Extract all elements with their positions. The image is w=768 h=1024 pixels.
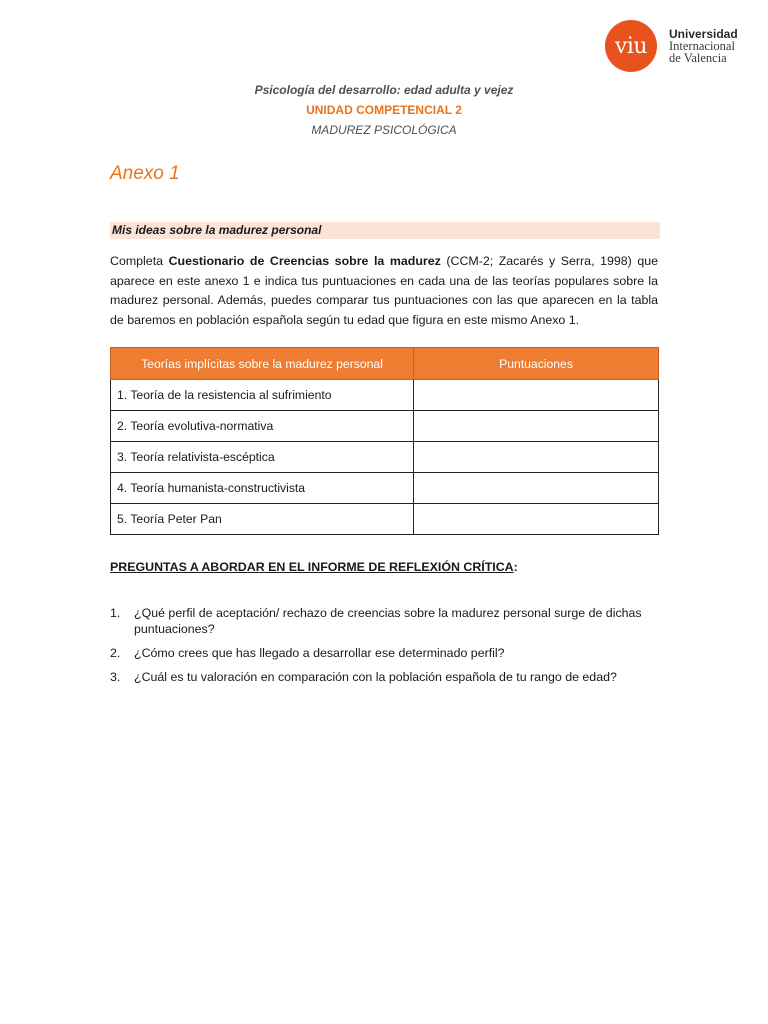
questions-list [110,605,660,693]
question-number: 3. [110,670,121,684]
table-row [111,411,659,442]
list-item [110,605,660,637]
score-cell[interactable] [414,442,659,473]
questions-heading-text: PREGUNTAS A ABORDAR EN EL INFORME DE REFLEXIÓN CRÍTICA [110,560,514,574]
question-text: ¿Cómo crees que has llegado a desarrollar ese determinado perfil? [134,646,505,660]
intro-text-1: Completa [110,254,169,268]
questions-heading-colon: : [513,560,518,574]
theory-cell: 1. Teoría de la resistencia al sufrimiento [111,380,414,411]
table-header-row [111,348,659,380]
unit-title: UNIDAD COMPETENCIAL 2 [306,103,462,117]
logo-line-3: de Valencia [669,51,727,65]
table-row [111,473,659,504]
viu-logo-mark: viu [605,20,657,72]
table-header-scores: Puntuaciones [414,348,659,380]
university-logo [605,20,738,72]
logo-line-2: Internacional [669,39,735,53]
table-row [111,442,659,473]
theory-cell: 3. Teoría relativista-escéptica [111,442,414,473]
intro-paragraph [110,252,658,330]
list-item [110,669,660,685]
table-row [111,504,659,535]
question-number: 1. [110,606,121,620]
logo-line-1: Universidad [669,27,738,41]
annex-title: Anexo 1 [110,163,180,184]
subject-title: Psicología del desarrollo: edad adulta y vejez [254,83,514,97]
table-header-theories: Teorías implícitas sobre la madurez personal [111,348,414,380]
question-text: ¿Cuál es tu valoración en comparación con la población española de tu rango de edad? [134,670,617,684]
logo-wordmark [669,28,738,64]
scores-table [110,347,659,535]
list-item [110,645,660,661]
table-row [111,380,659,411]
question-text: ¿Qué perfil de aceptación/ rechazo de creencias sobre la madurez personal surge de dichas puntuaciones? [134,606,642,636]
score-cell[interactable] [414,380,659,411]
theory-cell: 4. Teoría humanista-constructivista [111,473,414,504]
section-heading-bar [110,222,660,239]
score-cell[interactable] [414,473,659,504]
score-cell[interactable] [414,504,659,535]
section-heading: Mis ideas sobre la madurez personal [112,223,322,237]
question-number: 2. [110,646,121,660]
topic-title: MADUREZ PSICOLÓGICA [311,123,457,137]
theory-cell: 5. Teoría Peter Pan [111,504,414,535]
questions-heading [110,560,518,574]
intro-text-2: (CCM-2; Zacarés y Serra, 1998) que aparece en este anexo 1 e indica tus puntuaciones en cada una de las teorías populares sobre la madurez personal. Además, puedes comparar tus puntuaciones con las que aparecen en la tabla de baremos en población española según tu edad que figura en este mismo Anexo 1. [110,254,658,327]
score-cell[interactable] [414,411,659,442]
theory-cell: 2. Teoría evolutiva-normativa [111,411,414,442]
intro-bold-title: Cuestionario de Creencias sobre la madurez [168,254,441,268]
